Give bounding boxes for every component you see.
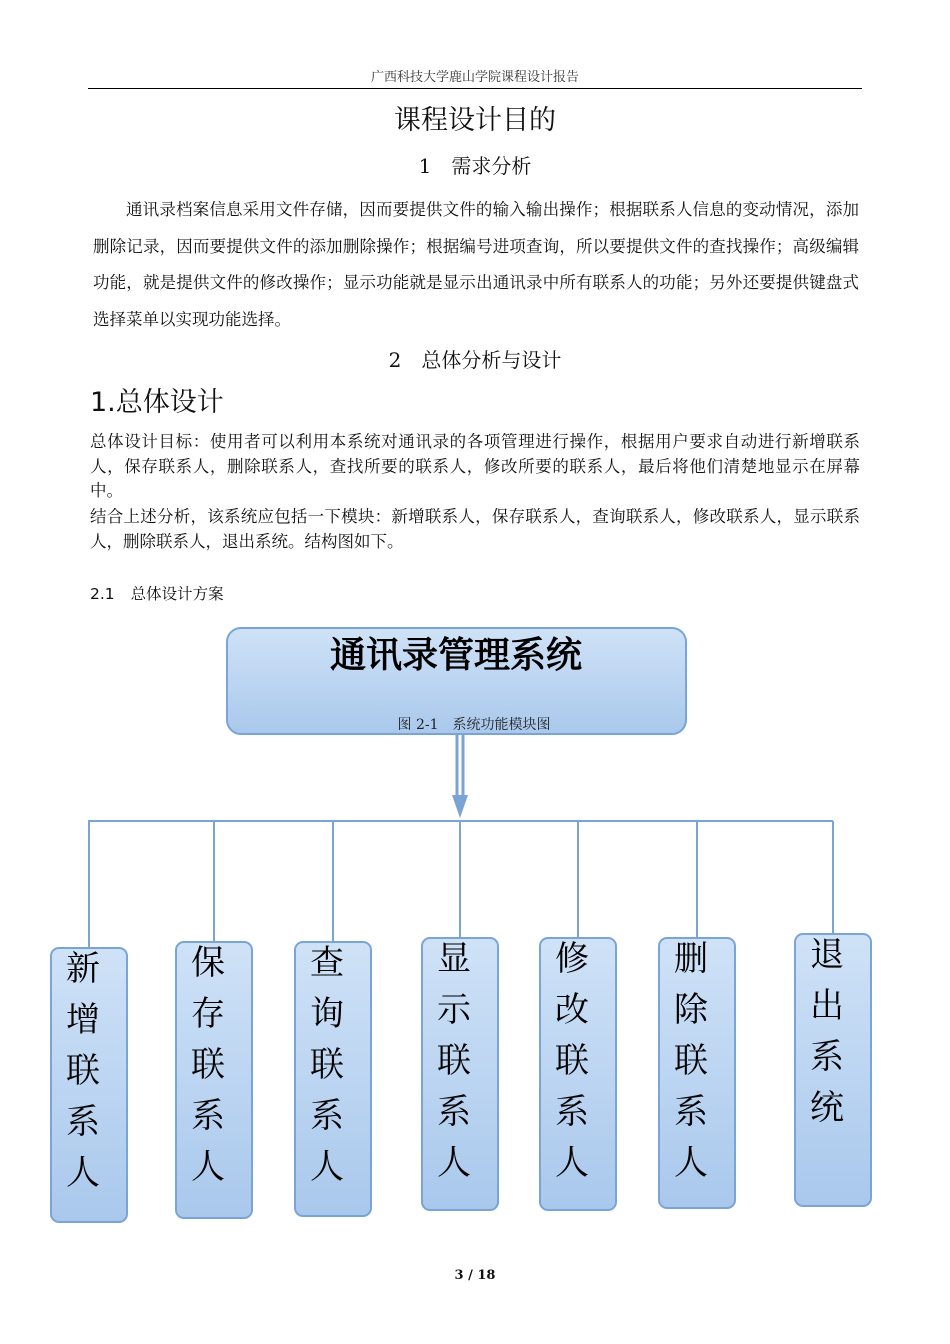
page-number: 3 / 18 [454, 1268, 496, 1283]
section-title-overall-design: 2 总体分析与设计 [388, 348, 562, 372]
root-module-label: 通讯录管理系统 [329, 634, 583, 676]
section-title-requirements: 1 需求分析 [418, 154, 532, 178]
module-label: 显示联系人 [437, 939, 471, 1183]
modules-paragraph: 结合上述分析，该系统应包括一下模块：新增联系人，保存联系人，查询联系人，修改联系人，显示联系人，删除联系人，退出系统。结构图如下。 [90, 507, 860, 551]
subsection-title: 总体设计方案 [130, 585, 224, 603]
page-header: 广西科技大学鹿山学院课程设计报告 [370, 70, 579, 85]
module-label: 查询联系人 [310, 943, 344, 1187]
document-title: 课程设计目的 [394, 105, 556, 136]
subsection-number: 2.1 [90, 585, 115, 603]
figure-caption: 图 2-1 系统功能模块图 [397, 717, 551, 733]
module-label: 修改联系人 [555, 939, 589, 1183]
module-label: 保存联系人 [191, 943, 225, 1187]
connector-lines [88, 735, 833, 948]
module-boxes [51, 934, 871, 1222]
overall-design-heading: 1.总体设计 [90, 387, 224, 418]
module-label: 退出系统 [810, 935, 844, 1128]
requirements-paragraph: 通讯录档案信息采用文件存储，因而要提供文件的输入输出操作；根据联系人信息的变动情况，添加删除记录，因而要提供文件的添加删除操作；根据编号进项查询，所以要提供文件的查找操作；高级编辑功能，就是提供文件的修改操作；显示功能就是显示出通讯录中所有联系人的功能；另外还要提供键盘式选择菜单以实现功能选择。 [93, 200, 859, 329]
module-label: 新增联系人 [66, 949, 100, 1193]
module-label: 删除联系人 [674, 939, 708, 1183]
arrow-head [452, 795, 468, 818]
design-goal-paragraph: 总体设计目标：使用者可以利用本系统对通讯录的各项管理进行操作，根据用户要求自动进行新增联系人，保存联系人，删除联系人，查找所要的联系人，修改所要的联系人，最后将他们清楚地显示在屏幕中。 [90, 432, 860, 500]
